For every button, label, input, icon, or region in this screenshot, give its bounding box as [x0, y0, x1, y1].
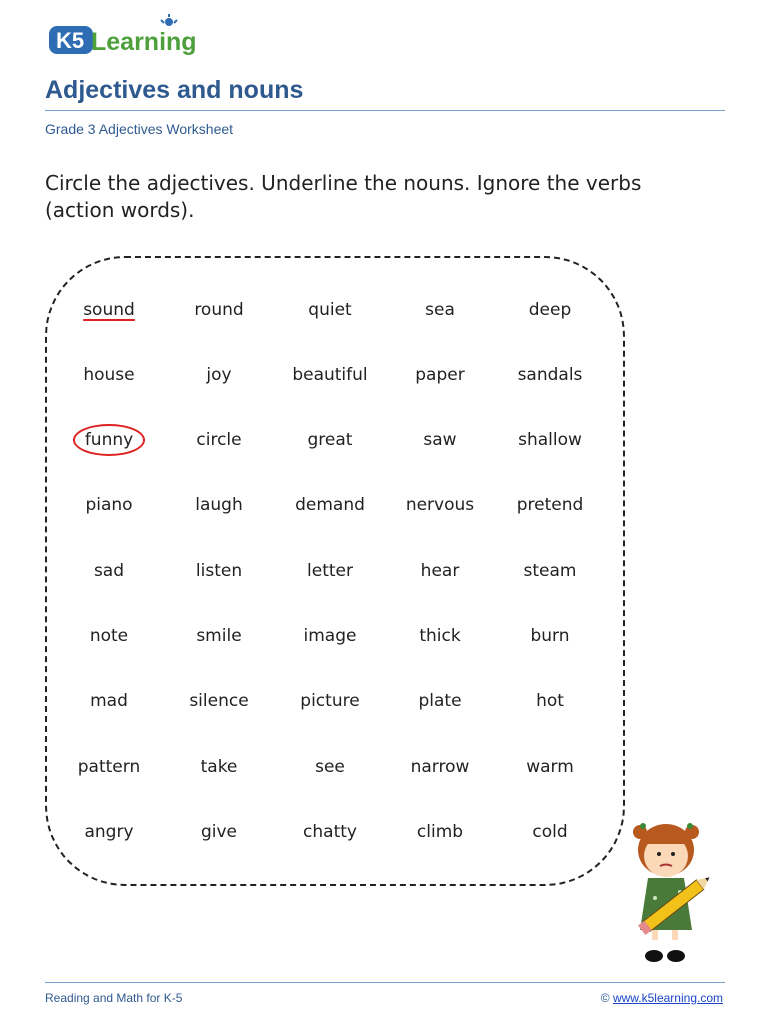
- word-cell[interactable]: beautiful: [292, 365, 368, 385]
- word-cell[interactable]: image: [303, 626, 357, 646]
- word-cell[interactable]: listen: [195, 561, 243, 581]
- svg-text:K5: K5: [56, 28, 85, 53]
- word-cell[interactable]: picture: [300, 691, 360, 711]
- header-divider: [45, 110, 725, 111]
- word-cell[interactable]: cold: [532, 822, 568, 842]
- k5-learning-logo: [47, 14, 217, 58]
- word-cell[interactable]: sad: [93, 561, 125, 581]
- word-cell[interactable]: saw: [423, 430, 457, 450]
- word-cell[interactable]: burn: [530, 626, 570, 646]
- word-cell[interactable]: house: [83, 365, 135, 385]
- word-cell[interactable]: sandals: [517, 365, 583, 385]
- word-cell[interactable]: great: [307, 430, 353, 450]
- word-cell[interactable]: smile: [196, 626, 242, 646]
- word-cell[interactable]: thick: [419, 626, 461, 646]
- word-cell[interactable]: take: [200, 757, 238, 777]
- word-cell[interactable]: see: [315, 757, 345, 777]
- word-cell[interactable]: quiet: [308, 300, 352, 320]
- svg-text:Learning: Learning: [91, 28, 197, 56]
- word-cell[interactable]: laugh: [195, 495, 243, 515]
- word-cell[interactable]: mad: [90, 691, 128, 711]
- word-cell[interactable]: silence: [189, 691, 249, 711]
- word-cell[interactable]: pattern: [77, 757, 141, 777]
- word-cell[interactable]: circle: [196, 430, 242, 450]
- copyright-symbol: ©: [600, 991, 610, 1005]
- word-cell[interactable]: chatty: [303, 822, 357, 842]
- word-cell[interactable]: climb: [416, 822, 464, 842]
- word-cell[interactable]: letter: [307, 561, 353, 581]
- word-cell[interactable]: funny: [54, 424, 164, 456]
- word-cell[interactable]: note: [89, 626, 129, 646]
- word-cell[interactable]: steam: [523, 561, 577, 581]
- word-cell[interactable]: nervous: [405, 495, 475, 515]
- word-cell[interactable]: round: [194, 300, 244, 320]
- word-cell[interactable]: paper: [415, 365, 465, 385]
- footer-tagline: Reading and Math for K-5: [45, 991, 183, 1005]
- word-cell[interactable]: hear: [420, 561, 460, 581]
- word-cell[interactable]: hot: [536, 691, 564, 711]
- word-cell[interactable]: give: [200, 822, 238, 842]
- word-cell[interactable]: demand: [295, 495, 365, 515]
- word-cell[interactable]: sound: [83, 300, 135, 320]
- instructions: Circle the adjectives. Underline the nouns. Ignore the verbs (action words).: [45, 171, 642, 222]
- word-cell[interactable]: deep: [528, 300, 572, 320]
- worksheet-subtitle: Grade 3 Adjectives Worksheet: [45, 121, 234, 137]
- word-cell[interactable]: shallow: [518, 430, 582, 450]
- word-cell[interactable]: angry: [84, 822, 134, 842]
- word-cell[interactable]: warm: [526, 757, 574, 777]
- word-cell[interactable]: joy: [206, 365, 232, 385]
- k5learning-link[interactable]: www.k5learning.com: [612, 991, 723, 1005]
- footer-divider: [45, 982, 725, 983]
- footer-copyright: [601, 991, 723, 1005]
- word-cell[interactable]: piano: [85, 495, 133, 515]
- page-title: Adjectives and nouns: [45, 76, 304, 104]
- word-cell[interactable]: pretend: [516, 495, 584, 515]
- word-cell[interactable]: plate: [418, 691, 462, 711]
- word-grid: [54, 281, 614, 869]
- word-cell[interactable]: sea: [425, 300, 455, 320]
- word-cell[interactable]: narrow: [410, 757, 470, 777]
- girl-with-pencil-illustration: [630, 818, 712, 964]
